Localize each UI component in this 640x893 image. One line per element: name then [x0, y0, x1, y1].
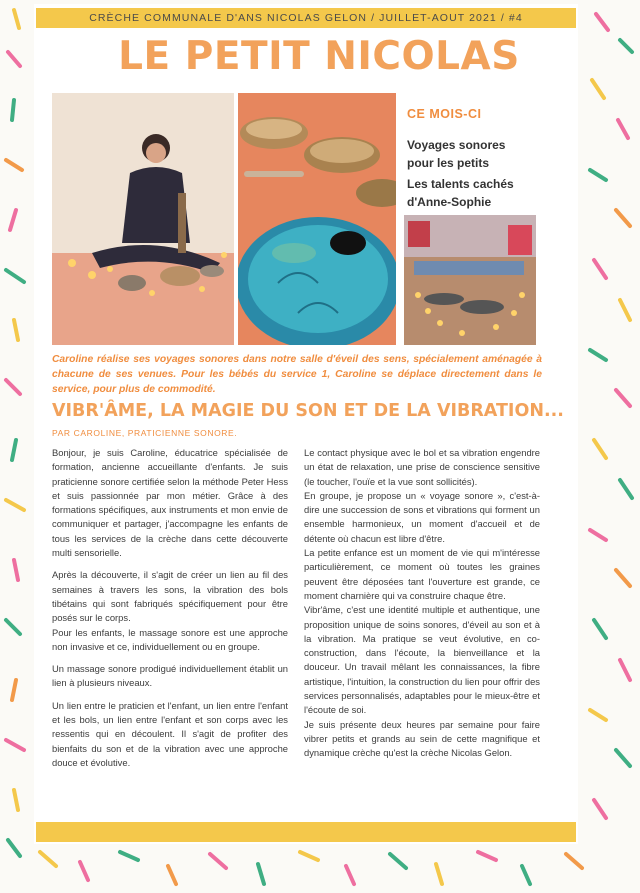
paragraph: En groupe, je propose un « voyage sonore », c'est-à-dire une succession de sons et vibrations qui forment un ensemble harmonieux, un moment d'accueil et de détente où chacun est libre d'être.: [304, 489, 540, 544]
masthead-bar: [36, 8, 576, 28]
this-month-item-sound-journeys: [407, 136, 505, 172]
photo-sensory-room: [404, 215, 536, 345]
paragraph: Le contact physique avec le bol et sa vibration engendre un état de relaxation, une prise de conscience sensitive (le toucher, l'ouïe et la vue sont sollicités).: [304, 447, 540, 487]
paragraph: Un massage sonore prodigué individuellement établit un lien à plusieurs niveaux.: [52, 663, 288, 689]
photo-practitioner-bowls: [52, 93, 234, 345]
article-column-left: [52, 446, 288, 778]
this-month-heading: CE MOIS-CI: [407, 107, 482, 121]
footer-bar: [36, 822, 576, 842]
paragraph: Un lien entre le praticien et l'enfant, un lien entre l'enfant et les bols, un lien entre l'enfant et son corps avec les ressentis qui en découlent. Il s'agit de profiter des bienfaits du son et de la vibration avec une approche douce et évolutive.: [52, 699, 288, 768]
paragraph: Bonjour, je suis Caroline, éducatrice spécialisée de formation, ancienne accueillante d'enfants. Je suis praticienne sonore certifiée selon la méthode Peter Hess et suis passionnée par mon métier. Grâce à des formations spécifiques, aux instruments et mon envie de communiquer et partager, j'accompagne les enfants de tous les services de la crèche dans cette découverte multi sensorielle.: [52, 447, 288, 559]
masthead-text: CRÈCHE COMMUNALE D'ANS NICOLAS GELON / JUILLET-AOUT 2021 / #4: [89, 12, 523, 24]
item-line-2: d'Anne-Sophie: [407, 195, 492, 209]
item-line-1: Les talents cachés: [407, 177, 514, 191]
this-month-item-hidden-talents: [407, 175, 514, 211]
article-column-right: [304, 446, 540, 761]
paragraph: Pour les enfants, le massage sonore est une approche non invasive et ce, individuellement ou en groupe.: [52, 626, 288, 652]
item-line-2: pour les petits: [407, 156, 490, 170]
paragraph: Après la découverte, il s'agit de créer un lien au fil des semaines à travers les sons, la vibration des bols tibétains qui sont fabriqués spécifiquement pour être posés sur le corps.: [52, 569, 288, 624]
paragraph: Vibr'âme, c'est une identité multiple et authentique, une proposition unique de soins sonores, d'éveil au son et à la vibration. Ma pratique se veut évolutive, en co-construction, dans l'écoute, la bienveillance et la douceur. Un travail mêlant les connaissances, la fibre artistique, l'intuition, la construction du lien pour offrir des services personnalisés, adaptables pour le mieux-être et l'écoute de soi.: [304, 604, 540, 716]
paragraph: Je suis présente deux heures par semaine pour faire vibrer petits et grands au sein de cette magnifique et dynamique crèche qu'est la crèche Nicolas Gelon.: [304, 718, 540, 759]
article-title: VIBR'ÂME, LA MAGIE DU SON ET DE LA VIBRATION...: [52, 401, 564, 421]
paragraph: La petite enfance est un moment de vie qui m'intéresse particulièrement, ce moment où toutes les graines peuvent être déposées tant l'ouverture est grande, ce moment charnière qui va construire chaque être.: [304, 547, 540, 601]
newsletter-title: LE PETIT NICOLAS: [118, 34, 520, 79]
item-line-1: Voyages sonores: [407, 138, 506, 152]
photo-tongue-drum: [238, 93, 396, 345]
photo-caption: Caroline réalise ses voyages sonores dans notre salle d'éveil des sens, spécialement aménagée à chacune de ses venues. Pour les bébés du service 1, Caroline se déplace directement dans le service, pour plus de commodité.: [52, 354, 542, 395]
article-byline: PAR CAROLINE, PRATICIENNE SONORE.: [52, 428, 238, 438]
